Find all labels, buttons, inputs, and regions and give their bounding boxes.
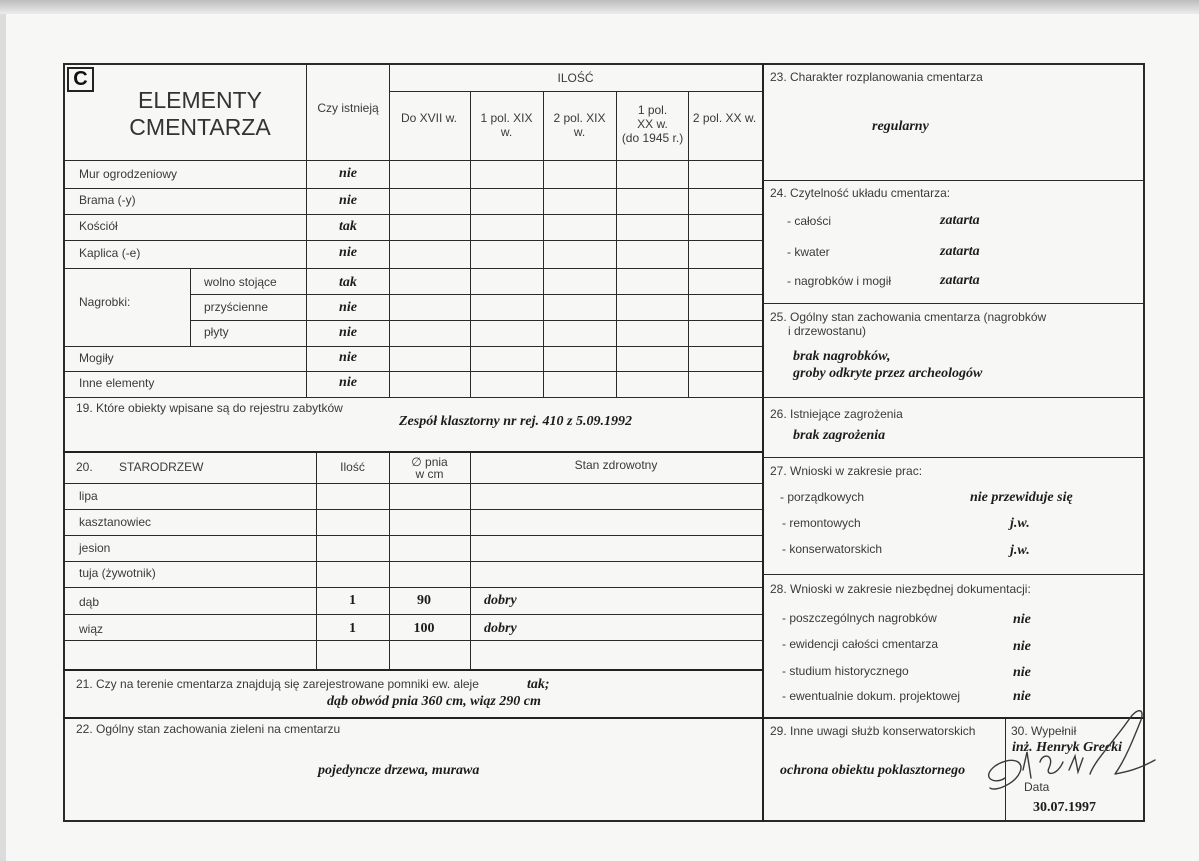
divider-col1 [470, 91, 471, 397]
nagrobki-label: Nagrobki: [79, 295, 131, 309]
q29-label: 29. Inne uwagi służb konserwatorskich [770, 724, 976, 738]
trees-title: STARODRZEW [119, 460, 204, 474]
row-value: nie [339, 375, 357, 390]
q24-item-label: - kwater [787, 245, 830, 259]
line-q27-bottom [762, 574, 1145, 575]
q25-answer-line1: brak nagrobków, [793, 349, 891, 364]
q28-item-label: - ewentualnie dokum. projektowej [782, 689, 961, 703]
line-trees-r3 [63, 561, 762, 562]
q28-item-label: - poszczególnych nagrobków [782, 611, 937, 625]
line-q21-bottom [63, 717, 762, 719]
q21-answer2: dąb obwód pnia 360 cm, wiąz 290 cm [327, 694, 541, 709]
line-row1 [63, 188, 762, 189]
row-label: Inne elementy [79, 376, 155, 390]
signature-icon [965, 700, 1165, 800]
tree-name: jesion [79, 541, 111, 555]
q22-answer: pojedyncze drzewa, murawa [318, 763, 480, 778]
line-row7 [63, 346, 762, 347]
header-col4 [617, 104, 688, 145]
tree-name: lipa [79, 489, 98, 503]
q24-item-value: zatarta [940, 273, 980, 288]
q27-item-label: - konserwatorskich [782, 542, 883, 556]
divider-col4 [688, 91, 689, 397]
q21-answer1: tak; [527, 677, 550, 692]
q27-label: 27. Wnioski w zakresie prac: [770, 464, 923, 478]
tree-state: dobry [484, 621, 517, 636]
trees-health-header: Stan zdrowotny [574, 458, 658, 472]
line-q23-bottom [762, 180, 1145, 181]
line-row4 [63, 268, 762, 269]
trees-diam-header-line1: ∅ pnia [411, 455, 448, 469]
line-q19-bottom [63, 451, 762, 453]
line-header-bottom [63, 160, 762, 161]
q28-item-value: nie [1013, 639, 1031, 654]
q30-date: 30.07.1997 [1033, 800, 1096, 815]
q23-label: 23. Charakter rozplanowania cmentarza [770, 70, 983, 84]
trees-diam-header-line2: w cm [415, 467, 444, 481]
line-trees-r6 [63, 640, 762, 641]
divider-col2 [543, 91, 544, 397]
section-title-line1: ELEMENTY [138, 87, 262, 113]
divider-main-vertical [762, 63, 764, 822]
header-col4-line3: (do 1945 r.) [621, 130, 684, 145]
header-col3: 2 pol. XIX w. [553, 111, 606, 139]
q28-item-label: - studium historycznego [782, 664, 909, 678]
q22-label: 22. Ogólny stan zachowania zieleni na cmentarzu [76, 722, 341, 736]
line-trees-r2 [63, 535, 762, 536]
q30-date-label: Data [1024, 780, 1050, 794]
q27-item-value: nie przewiduje się [970, 490, 1073, 505]
header-col4-line2: XX w. [637, 116, 668, 131]
paper-top-edge [0, 0, 1199, 14]
q26-answer: brak zagrożenia [793, 428, 886, 443]
q24-item-value: zatarta [940, 244, 980, 259]
row-value: tak [339, 219, 357, 234]
row-value: nie [339, 350, 357, 365]
line-trees-r5 [63, 614, 762, 615]
header-exists: Czy istnieją [317, 101, 379, 115]
divider-nagrobki [190, 268, 191, 346]
row-value: nie [339, 193, 357, 208]
nagrobki-item-value: nie [339, 325, 357, 340]
line-row5 [190, 294, 762, 295]
q26-label: 26. Istniejące zagrożenia [770, 407, 903, 421]
section-title-line2: CMENTARZA [129, 114, 271, 140]
q28-item-label: - ewidencji całości cmentarza [782, 637, 939, 651]
nagrobki-item-label: wolno stojące [204, 275, 277, 289]
q27-item-value: j.w. [1010, 516, 1030, 531]
tree-count: 1 [349, 621, 356, 636]
row-label: Mur ogrodzeniowy [79, 167, 178, 181]
q24-item-label: - nagrobków i mogił [787, 274, 892, 288]
line-trees-bottom [63, 669, 762, 671]
q25-label-line2: i drzewostanu) [788, 324, 867, 338]
section-letter-box: C [67, 67, 94, 92]
q28-item-value: nie [1013, 612, 1031, 627]
line-trees-header [63, 483, 762, 484]
q19-label: 19. Które obiekty wpisane są do rejestru zabytków [76, 401, 343, 415]
nagrobki-item-value: tak [339, 275, 357, 290]
line-ilosc [389, 91, 762, 92]
line-q24-bottom [762, 303, 1145, 304]
line-trees-r4 [63, 587, 762, 588]
row-label: Mogiły [79, 351, 114, 365]
line-row2 [63, 214, 762, 215]
header-col1: Do XVII w. [400, 111, 458, 125]
q28-item-value: nie [1013, 689, 1031, 704]
line-trees-r1 [63, 509, 762, 510]
row-label: Brama (-y) [79, 193, 136, 207]
line-q26-bottom [762, 457, 1145, 458]
tree-name: tuja (żywotnik) [79, 566, 156, 580]
q30-name: inż. Henryk Grecki [1012, 740, 1123, 755]
q28-label: 28. Wnioski w zakresie niezbędnej dokumentacji: [770, 582, 1031, 596]
tree-diam: 100 [413, 621, 435, 636]
section-title [100, 87, 300, 141]
tree-state: dobry [484, 593, 517, 608]
q25-answer-line2: groby odkryte przez archeologów [793, 366, 983, 381]
line-row8 [63, 371, 762, 372]
q27-item-label: - remontowych [782, 516, 861, 530]
header-col2: 1 pol. XIX w. [480, 111, 533, 139]
row-value: nie [339, 166, 357, 181]
q30-label: 30. Wypełnił [1011, 724, 1077, 738]
q21-label: 21. Czy na terenie cmentarza znajdują się zarejestrowane pomniki ew. aleje [76, 677, 479, 691]
trees-diam-header [389, 456, 470, 480]
nagrobki-item-label: przyścienne [204, 300, 269, 314]
line-row9 [63, 397, 762, 398]
nagrobki-item-value: nie [339, 300, 357, 315]
trees-count-header: Ilość [340, 460, 365, 474]
header-ilosc: ILOŚĆ [557, 71, 594, 85]
q28-item-value: nie [1013, 665, 1031, 680]
row-label: Kościół [79, 219, 118, 233]
line-row3 [63, 240, 762, 241]
tree-diam: 90 [417, 593, 431, 608]
line-q25-bottom [762, 397, 1145, 398]
q25-label-line1: 25. Ogólny stan zachowania cmentarza (nagrobków [770, 310, 1047, 324]
q29-answer: ochrona obiektu poklasztornego [780, 763, 966, 778]
q24-item-label: - całości [787, 214, 832, 228]
header-col5: 2 pol. XX w. [692, 111, 757, 125]
header-col4-line1: 1 pol. [637, 103, 668, 117]
trees-num: 20. [76, 460, 93, 474]
tree-name: dąb [79, 595, 100, 609]
tree-name: wiąz [79, 622, 104, 636]
q24-label: 24. Czytelność układu cmentarza: [770, 186, 951, 200]
row-label: Kaplica (-e) [79, 246, 141, 260]
tree-count: 1 [349, 593, 356, 608]
tree-name: kasztanowiec [79, 515, 152, 529]
nagrobki-item-label: płyty [204, 325, 229, 339]
line-row6 [190, 320, 762, 321]
q27-item-label: - porządkowych [780, 490, 865, 504]
q19-answer: Zespół klasztorny nr rej. 410 z 5.09.1992 [399, 414, 632, 429]
q27-item-value: j.w. [1010, 543, 1030, 558]
q23-answer: regularny [872, 119, 929, 134]
q24-item-value: zatarta [940, 213, 980, 228]
row-value: nie [339, 245, 357, 260]
